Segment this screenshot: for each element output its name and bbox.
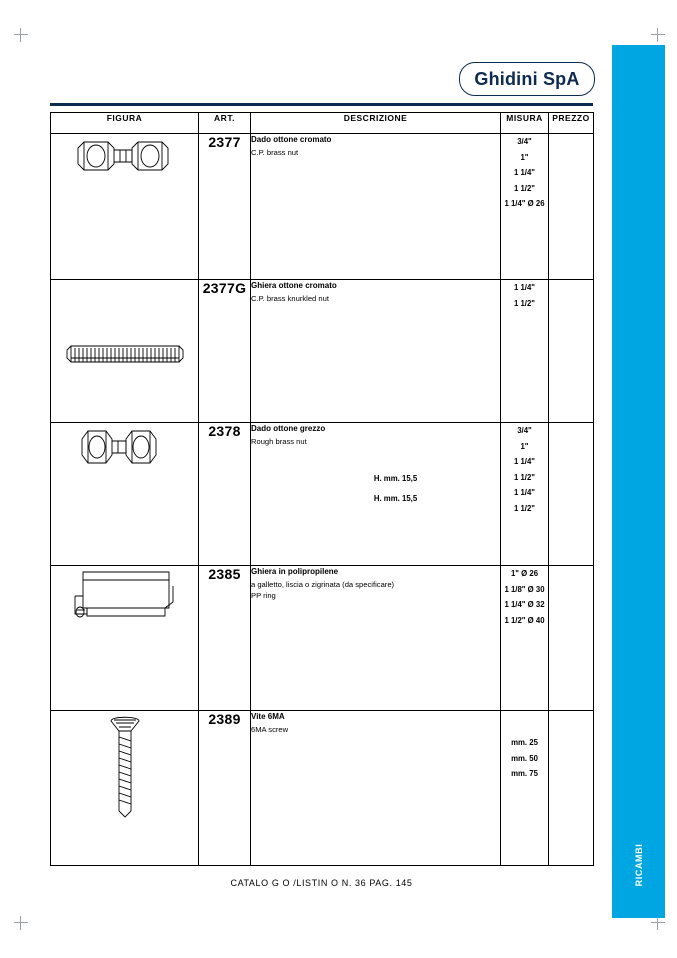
- measure-item: 1 1/4" Ø 26: [504, 199, 545, 209]
- description-subtitle: 6MA screw: [251, 724, 289, 734]
- measure-cell-2385: [501, 566, 549, 711]
- description-title: Vite 6MA: [251, 712, 285, 721]
- measure-item: mm. 25: [511, 738, 538, 747]
- measure-item: 1": [520, 441, 529, 451]
- article-number-2389: 2389: [199, 711, 251, 866]
- crop-mark-top-left-vertical: [20, 28, 21, 42]
- measure-item: 1 1/2": [513, 298, 536, 308]
- brand-logo-text: Ghidini SpA: [474, 68, 580, 89]
- description-subtitle: Rough brass nut: [251, 436, 307, 446]
- crop-mark-top-right-horizontal: [651, 34, 665, 35]
- description-cell-2377g: [251, 280, 501, 423]
- table-row: [51, 280, 594, 423]
- column-header-misura: MISURA: [501, 113, 549, 134]
- pp-ring-icon: [65, 566, 185, 628]
- section-side-tab-label: RICAMBI: [633, 843, 644, 887]
- column-header-prezzo: PREZZO: [549, 113, 594, 134]
- figure-cell-2377g: [51, 280, 199, 423]
- crop-mark-top-right-vertical: [657, 28, 658, 42]
- rough-nut-icon: [70, 423, 180, 471]
- measure-item: mm. 75: [511, 769, 538, 779]
- measure-item: 1 1/4": [513, 488, 536, 498]
- description-extra-item: H. mm. 15,5: [373, 473, 418, 483]
- article-number-2377: 2377: [199, 134, 251, 280]
- column-header-descrizione: DESCRIZIONE: [251, 113, 501, 134]
- article-number-2377g: 2377G: [199, 280, 251, 423]
- measure-item: 3/4": [517, 137, 532, 146]
- table-row: [51, 134, 594, 280]
- measure-cell-2378: [501, 423, 549, 566]
- description-subtitle: a galletto, liscia o zigrinata (da specificare): [251, 579, 395, 589]
- section-side-tab: [612, 45, 665, 918]
- price-cell-2389: [549, 711, 594, 866]
- crop-mark-bottom-right-vertical: [657, 916, 658, 930]
- price-cell-2377g: [549, 280, 594, 423]
- measure-item: 3/4": [517, 426, 532, 435]
- measure-cell-2377: [501, 134, 549, 280]
- price-cell-2378: [549, 423, 594, 566]
- measure-cell-2389: [501, 711, 549, 866]
- measure-item: 1 1/2": [513, 503, 536, 513]
- column-header-figura: FIGURA: [51, 113, 199, 134]
- table-header-row: [51, 113, 594, 134]
- measure-item: 1" Ø 26: [510, 569, 539, 578]
- hex-nut-icon: [70, 134, 180, 178]
- table-row: [51, 711, 594, 866]
- description-extra-item: H. mm. 15,5: [373, 493, 418, 503]
- figure-cell-2377: [51, 134, 199, 280]
- crop-mark-bottom-left-horizontal: [14, 922, 28, 923]
- measure-item: 1 1/8" Ø 30: [504, 584, 545, 594]
- crop-mark-bottom-left-vertical: [20, 916, 21, 930]
- description-title: Ghiera ottone cromato: [251, 281, 337, 290]
- measure-item: 1 1/2" Ø 40: [504, 615, 545, 625]
- description-extra: [251, 473, 500, 505]
- measure-item: 1": [520, 152, 529, 162]
- figure-cell-2389: [51, 711, 199, 866]
- crop-mark-top-left-horizontal: [14, 34, 28, 35]
- description-subtitle: C.P. brass knurkled nut: [251, 293, 329, 303]
- measure-item: 1 1/4" Ø 32: [504, 600, 545, 610]
- brand-logo: [459, 62, 595, 96]
- description-cell-2377: [251, 134, 501, 280]
- column-header-art: ART.: [199, 113, 251, 134]
- description-subtitle-2: PP ring: [251, 590, 276, 600]
- measure-item: 1 1/4": [513, 457, 536, 467]
- article-number-2385: 2385: [199, 566, 251, 711]
- description-title: Dado ottone grezzo: [251, 424, 326, 433]
- measure-item: 1 1/2": [513, 472, 536, 482]
- description-cell-2389: [251, 711, 501, 866]
- description-title: Ghiera in polipropilene: [251, 567, 339, 576]
- measure-cell-2377g: [501, 280, 549, 423]
- catalog-table: [50, 112, 594, 866]
- screw-icon: [105, 711, 145, 821]
- table-row: [51, 423, 594, 566]
- figure-cell-2378: [51, 423, 199, 566]
- description-title: Dado ottone cromato: [251, 135, 332, 144]
- measure-item: 1 1/4": [513, 283, 536, 292]
- measure-item: 1 1/4": [513, 168, 536, 178]
- description-subtitle: C.P. brass nut: [251, 147, 299, 157]
- description-cell-2378: [251, 423, 501, 566]
- table-row: [51, 566, 594, 711]
- crop-mark-bottom-right-horizontal: [651, 922, 665, 923]
- measure-item: 1 1/2": [513, 183, 536, 193]
- knurled-ring-icon: [65, 336, 185, 376]
- article-number-2378: 2378: [199, 423, 251, 566]
- price-cell-2377: [549, 134, 594, 280]
- page-footer: CATALO G O /LISTIN O N. 36 PAG. 145: [230, 878, 413, 888]
- measure-item: mm. 50: [511, 753, 538, 763]
- description-cell-2385: [251, 566, 501, 711]
- figure-cell-2385: [51, 566, 199, 711]
- price-cell-2385: [549, 566, 594, 711]
- header-rule: [50, 103, 593, 106]
